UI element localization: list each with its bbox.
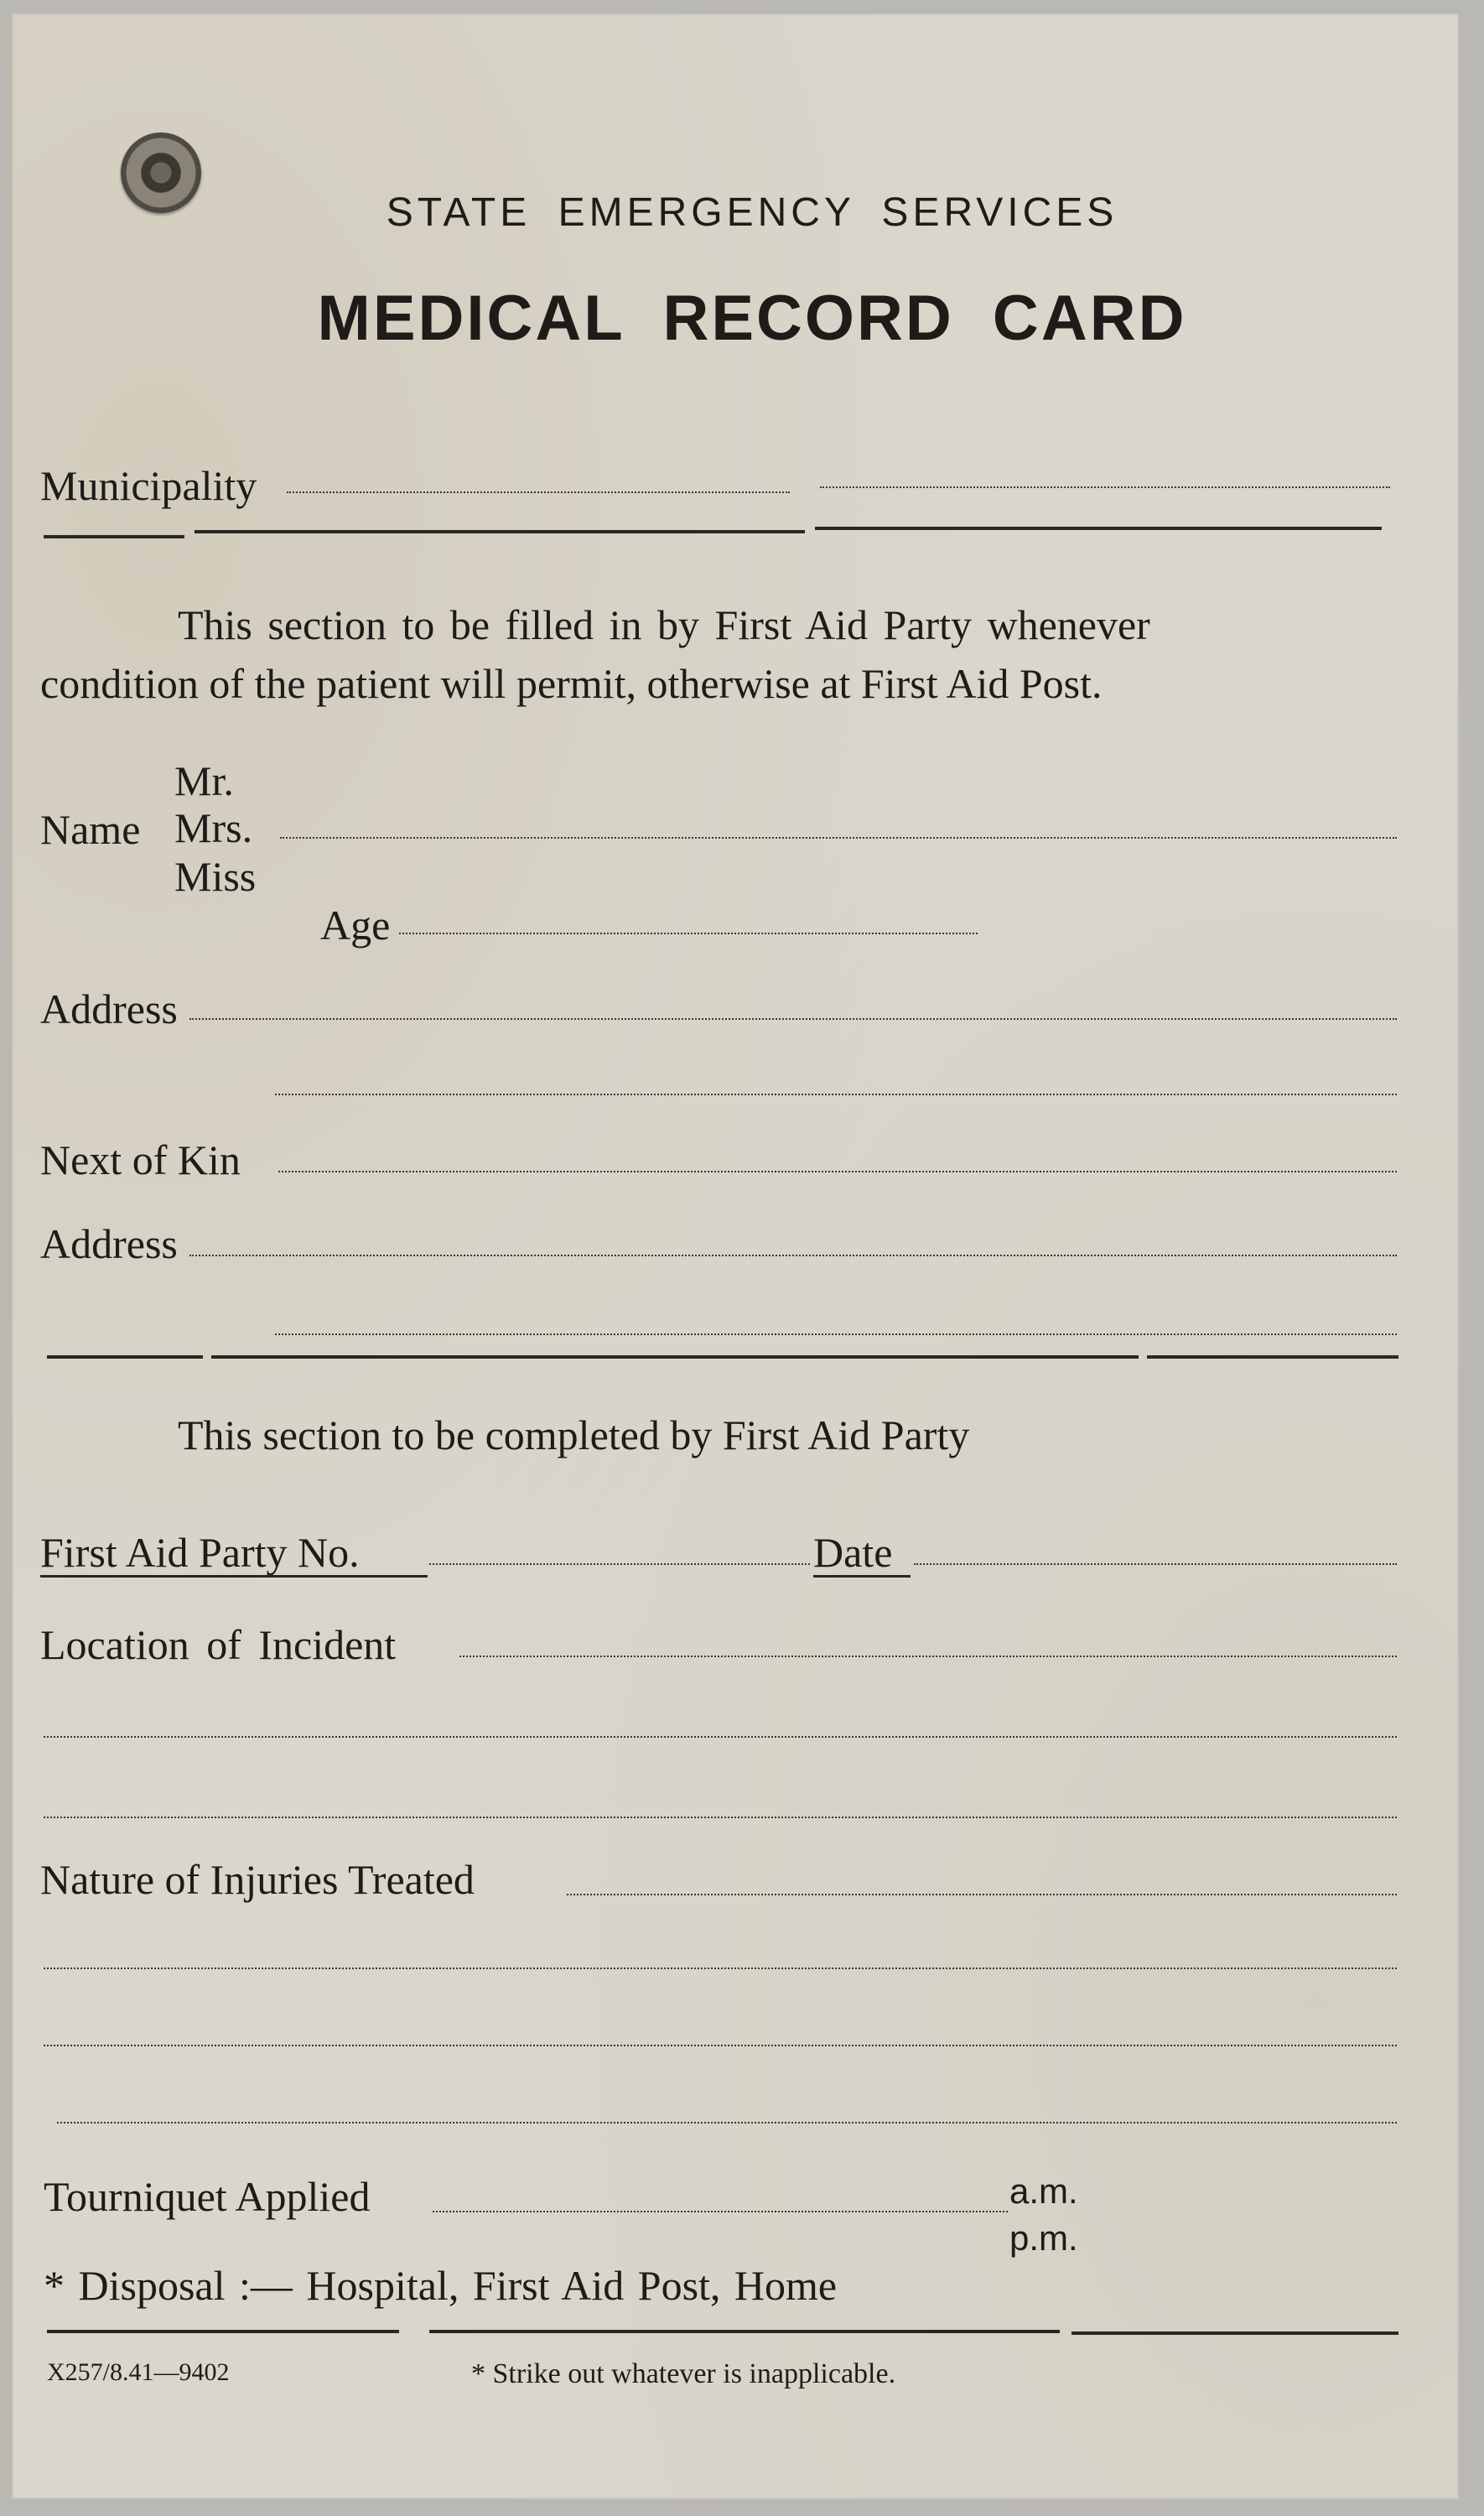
tourniquet-label: Tourniquet Applied (44, 2173, 371, 2220)
address-label: Address (40, 985, 178, 1032)
section2-instruction: This section to be completed by First Aid Party (178, 1411, 970, 1458)
title-mr: Mr. (174, 757, 234, 804)
injuries-label: Nature of Injuries Treated (40, 1856, 475, 1903)
municipality-label: Municipality (40, 462, 257, 509)
kin-address-field-2[interactable] (275, 1333, 1397, 1335)
section1-instruction-line1: This section to be filled in by First Aid Party whenever (178, 601, 1150, 648)
first-aid-party-label: First Aid Party No. (40, 1529, 360, 1576)
kin-address-label: Address (40, 1220, 178, 1267)
form-code: X257/8.41—9402 (47, 2358, 230, 2386)
injuries-field-4[interactable] (57, 2122, 1397, 2124)
pm-label: p.m. (1009, 2218, 1078, 2258)
am-label: a.m. (1009, 2171, 1078, 2211)
next-of-kin-label: Next of Kin (40, 1136, 241, 1183)
location-field-2[interactable] (44, 1736, 1397, 1738)
divider-top-2 (195, 530, 805, 533)
divider-middle-3 (1147, 1355, 1398, 1359)
date-label: Date (813, 1529, 893, 1576)
divider-top (44, 535, 184, 538)
first-aid-party-underline (40, 1575, 428, 1578)
divider-top-3 (815, 527, 1382, 530)
first-aid-party-field[interactable] (429, 1563, 810, 1565)
next-of-kin-field[interactable] (278, 1171, 1397, 1172)
injuries-field[interactable] (567, 1894, 1397, 1895)
address-field[interactable] (189, 1018, 1397, 1020)
date-field[interactable] (914, 1563, 1397, 1565)
section1-instruction-line2: condition of the patient will permit, otherwise at First Aid Post. (40, 660, 1103, 707)
address-field-2[interactable] (275, 1094, 1397, 1095)
municipality-field[interactable] (287, 491, 790, 493)
title-mrs: Mrs. (174, 804, 253, 851)
strike-note: * Strike out whatever is inapplicable. (471, 2358, 896, 2389)
card-subtitle: STATE EMERGENCY SERVICES (386, 190, 1118, 235)
tourniquet-field[interactable] (433, 2211, 1008, 2212)
injuries-field-2[interactable] (44, 1968, 1397, 1969)
kin-address-field[interactable] (189, 1255, 1397, 1256)
injuries-field-3[interactable] (44, 2045, 1397, 2046)
card-title: MEDICAL RECORD CARD (317, 283, 1187, 354)
divider-bottom-2 (429, 2330, 1060, 2333)
divider-middle-2 (211, 1355, 1139, 1359)
name-label: Name (40, 806, 141, 853)
medical-record-card (13, 15, 1457, 2498)
disposal-options: * Disposal :— Hospital, First Aid Post, Home (44, 2262, 838, 2309)
date-underline (813, 1575, 911, 1578)
age-label: Age (320, 902, 391, 949)
name-field[interactable] (280, 837, 1397, 839)
divider-middle (47, 1355, 203, 1359)
age-field[interactable] (399, 933, 978, 934)
location-field-3[interactable] (44, 1817, 1397, 1818)
divider-bottom-3 (1071, 2331, 1398, 2335)
location-field[interactable] (459, 1656, 1397, 1657)
municipality-field-2[interactable] (820, 486, 1390, 488)
location-label: Location of Incident (40, 1621, 397, 1668)
divider-bottom (47, 2330, 399, 2333)
title-miss: Miss (174, 853, 257, 900)
